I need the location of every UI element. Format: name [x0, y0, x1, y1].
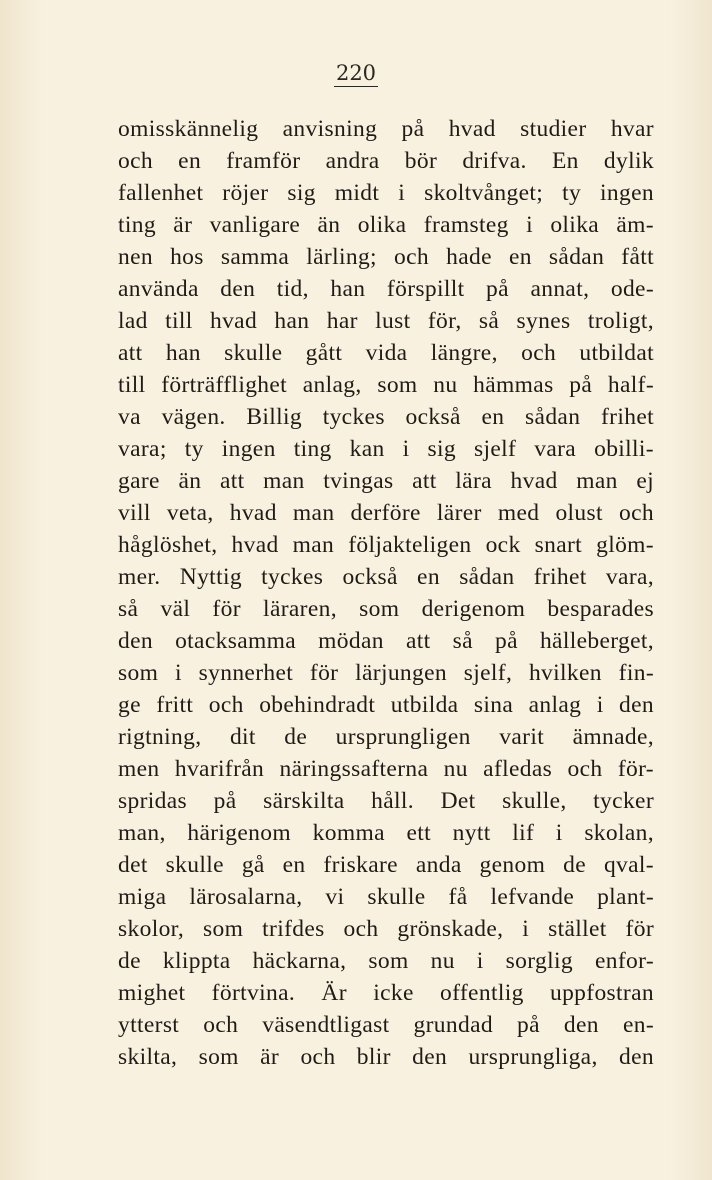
text-line: ge fritt och obehindradt utbilda sina anlag i den: [118, 692, 654, 718]
text-line: till förträfflighet anlag, som nu hämmas på half-: [118, 372, 654, 398]
text-line: som i synnerhet för lärjungen sjelf, hvilken fin-: [118, 660, 654, 686]
text-line: håglöshet, hvad man följakteligen ock snart glöm-: [118, 532, 654, 558]
text-line: rigtning, dit de ursprungligen varit ämnade,: [118, 724, 654, 750]
text-line: man, härigenom komma ett nytt lif i skolan,: [118, 820, 654, 846]
text-line: de klippta häckarna, som nu i sorglig enfor-: [118, 948, 654, 974]
text-line: mer. Nyttig tyckes också en sådan frihet vara,: [118, 564, 654, 590]
page-number-text: 220: [335, 61, 377, 85]
text-line: nen hos samma lärling; och hade en sådan fått: [118, 244, 654, 270]
text-line: och en framför andra bör drifva. En dylik: [118, 148, 654, 174]
text-line: miga lärosalarna, vi skulle få lefvande plant-: [118, 884, 654, 910]
page-number: [0, 58, 712, 88]
body-text: [118, 113, 654, 1073]
text-line: fallenhet röjer sig midt i skoltvånget; ty ingen: [118, 180, 654, 206]
text-line: spridas på särskilta håll. Det skulle, tycker: [118, 788, 654, 814]
text-line: lad till hvad han har lust för, så synes troligt,: [118, 308, 654, 334]
text-line: skolor, som trifdes och grönskade, i stället för: [118, 916, 654, 942]
text-line: det skulle gå en friskare anda genom de qval-: [118, 852, 654, 878]
text-line: vill veta, hvad man derföre lärer med olust och: [118, 500, 654, 526]
text-line: vara; ty ingen ting kan i sig sjelf vara obilli-: [118, 436, 654, 462]
text-line: ting är vanligare än olika framsteg i olika äm-: [118, 212, 654, 238]
text-line: skilta, som är och blir den ursprungliga, den: [118, 1044, 654, 1070]
text-line: gare än att man tvingas att lära hvad man ej: [118, 468, 654, 494]
text-line: omisskännelig anvisning på hvad studier hvar: [118, 116, 654, 142]
text-line: mighet förtvina. Är icke offentlig uppfostran: [118, 980, 654, 1006]
text-line: ytterst och väsendtligast grundad på den en-: [118, 1012, 654, 1038]
text-line: va vägen. Billig tyckes också en sådan frihet: [118, 404, 654, 430]
text-line: så väl för läraren, som derigenom besparades: [118, 596, 654, 622]
text-line: den otacksamma mödan att så på hälleberget,: [118, 628, 654, 654]
text-line: använda den tid, han förspillt på annat, ode-: [118, 276, 654, 302]
text-line: men hvarifrån näringssafterna nu afledas och för-: [118, 756, 654, 782]
text-line: att han skulle gått vida längre, och utbildat: [118, 340, 654, 366]
